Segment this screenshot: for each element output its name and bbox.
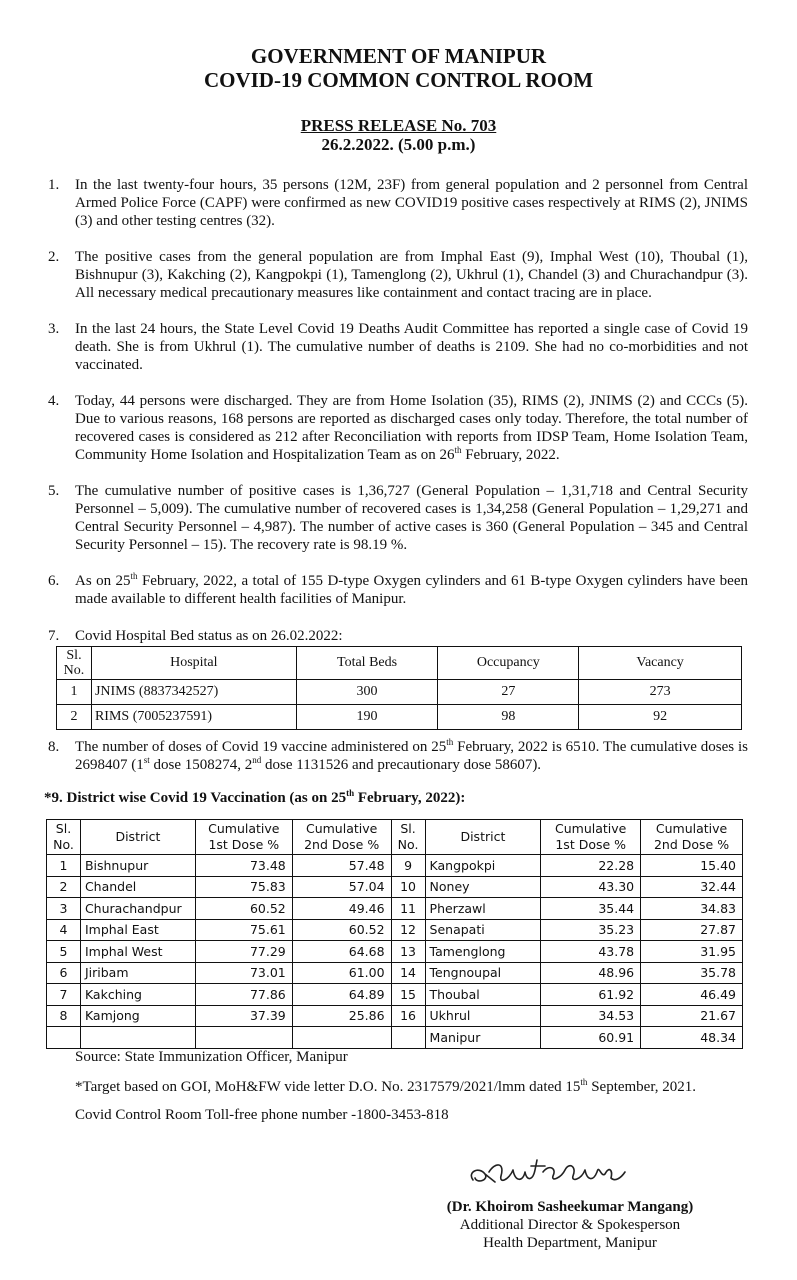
cell-first-dose: 43.30 <box>541 876 641 898</box>
cell-district: Churachandpur <box>80 898 195 920</box>
cell-second-dose: 15.40 <box>641 855 743 877</box>
cell-district: Tamenglong <box>425 941 541 963</box>
cell-second-dose: 32.44 <box>641 876 743 898</box>
cell-first-dose: 37.39 <box>195 1005 292 1027</box>
cell-vacancy: 273 <box>579 680 742 705</box>
cell-district: Imphal West <box>80 941 195 963</box>
cell-first-dose: 35.44 <box>541 898 641 920</box>
cell-second-dose: 64.68 <box>292 941 391 963</box>
table-row <box>57 680 742 705</box>
table-header-row <box>57 647 742 680</box>
cell-district: Ukhrul <box>425 1005 541 1027</box>
cell-district <box>80 1027 195 1049</box>
header-control-room: COVID-19 COMMON CONTROL ROOM <box>203 68 594 92</box>
list-item <box>48 392 748 464</box>
column-header-second-dose: Cumulative 2nd Dose % <box>292 820 391 855</box>
press-release-date: 26.2.2022. (5.00 p.m.) <box>321 135 476 154</box>
table-row <box>47 1027 743 1049</box>
column-header-second-dose: Cumulative 2nd Dose % <box>641 820 743 855</box>
table-row <box>47 1005 743 1027</box>
cell-sl: 1 <box>57 680 92 705</box>
cell-second-dose: 57.04 <box>292 876 391 898</box>
cell-second-dose: 46.49 <box>641 984 743 1006</box>
column-header-sl: Sl. No. <box>57 647 92 680</box>
cell-total-beds: 300 <box>296 680 438 705</box>
cell-occupancy: 27 <box>438 680 579 705</box>
item-number: 4. <box>48 393 60 409</box>
cell-sl: 1 <box>47 855 81 877</box>
cell-second-dose: 21.67 <box>641 1005 743 1027</box>
cell-first-dose: 75.83 <box>195 876 292 898</box>
cell-district: Tengnoupal <box>425 962 541 984</box>
signatory-department: Health Department, Manipur <box>483 1235 657 1251</box>
cell-second-dose: 49.46 <box>292 898 391 920</box>
cell-second-dose: 27.87 <box>641 919 743 941</box>
cell-first-dose: 35.23 <box>541 919 641 941</box>
item-number: 7. <box>48 628 60 644</box>
table-row <box>57 705 742 730</box>
column-header-occupancy: Occupancy <box>438 647 579 680</box>
column-header-vacancy: Vacancy <box>579 647 742 680</box>
table-row <box>47 855 743 877</box>
cell-first-dose: 73.48 <box>195 855 292 877</box>
item-number: 5. <box>48 483 60 499</box>
cell-second-dose: 64.89 <box>292 984 391 1006</box>
cell-district: Imphal East <box>80 919 195 941</box>
item-text: In the last twenty-four hours, 35 persons (12M, 23F) from general population and 2 personnel from Central Armed Police Force (CAPF) were confirmed as new COVID19 positive cases respectively at RIMS (2), JNIMS (3) and other testing centres (32). <box>75 177 748 229</box>
list-item <box>48 248 748 302</box>
item-text: The positive cases from the general population are from Imphal East (9), Imphal West (10), Thoubal (1), Bishnupur (3), Kakching (2), Kangpokpi (1), Tamenglong (2), Ukhrul (1), Chandel (3) and Churachandpur (3). All necessary medical precautionary measures like containment and contact tracing are in place. <box>75 249 748 301</box>
cell-sl <box>47 1027 81 1049</box>
column-header-sl: Sl. No. <box>391 820 425 855</box>
cell-first-dose: 34.53 <box>541 1005 641 1027</box>
vaccination-section-title: *9. District wise Covid 19 Vaccination (as on 25th February, 2022): <box>44 788 466 806</box>
cell-second-dose: 60.52 <box>292 919 391 941</box>
cell-first-dose: 60.91 <box>541 1027 641 1049</box>
cell-second-dose <box>292 1027 391 1049</box>
cell-first-dose: 77.29 <box>195 941 292 963</box>
cell-sl: 6 <box>47 962 81 984</box>
header-government: GOVERNMENT OF MANIPUR <box>250 44 547 68</box>
cell-second-dose: 34.83 <box>641 898 743 920</box>
signatory-name: (Dr. Khoirom Sasheekumar Mangang) <box>446 1199 694 1215</box>
cell-second-dose: 31.95 <box>641 941 743 963</box>
item-number: 2. <box>48 249 60 265</box>
cell-sl: 2 <box>57 705 92 730</box>
cell-first-dose: 22.28 <box>541 855 641 877</box>
cell-first-dose: 48.96 <box>541 962 641 984</box>
item-text: The number of doses of Covid 19 vaccine administered on 25th February, 2022 is 6510. The cumulative doses is 2698407 (1st dose 1508274, 2nd dose 1131526 and precautionary dose 58607). <box>75 737 748 773</box>
target-note: *Target based on GOI, MoH&FW vide letter D.O. No. 2317579/2021/lmm dated 15th September, 2021. <box>75 1077 696 1095</box>
cell-sl: 3 <box>47 898 81 920</box>
table-row <box>47 984 743 1006</box>
item-number: 8. <box>48 739 60 755</box>
cell-occupancy: 98 <box>438 705 579 730</box>
item-text: Covid Hospital Bed status as on 26.02.2022: <box>75 628 343 644</box>
column-header-sl: Sl. No. <box>47 820 81 855</box>
column-header-district: District <box>425 820 541 855</box>
signatory-designation: Additional Director & Spokesperson <box>459 1217 681 1233</box>
list-item <box>48 482 748 554</box>
list-item <box>48 176 748 230</box>
cell-district: Kakching <box>80 984 195 1006</box>
cell-hospital: RIMS (7005237591) <box>91 705 296 730</box>
cell-sl: 4 <box>47 919 81 941</box>
cell-second-dose: 48.34 <box>641 1027 743 1049</box>
cell-district: Kamjong <box>80 1005 195 1027</box>
cell-district: Thoubal <box>425 984 541 1006</box>
vaccination-table <box>46 819 743 1049</box>
list-item <box>48 320 748 374</box>
list-item <box>48 627 748 645</box>
cell-second-dose: 25.86 <box>292 1005 391 1027</box>
cell-district: Senapati <box>425 919 541 941</box>
hospital-bed-table <box>56 646 742 730</box>
cell-district: Bishnupur <box>80 855 195 877</box>
signature-image <box>465 1152 635 1192</box>
tollfree-note: Covid Control Room Toll-free phone number -1800-3453-818 <box>75 1107 449 1123</box>
cell-first-dose: 75.61 <box>195 919 292 941</box>
source-note: Source: State Immunization Officer, Manipur <box>75 1049 348 1065</box>
list-item <box>48 738 748 774</box>
cell-district: Kangpokpi <box>425 855 541 877</box>
table-row <box>47 876 743 898</box>
cell-sl: 2 <box>47 876 81 898</box>
list-item <box>48 572 748 608</box>
item-text: As on 25th February, 2022, a total of 155 D-type Oxygen cylinders and 61 B-type Oxygen cylinders have been made available to different health facilities of Manipur. <box>75 571 748 607</box>
cell-district: Pherzawl <box>425 898 541 920</box>
column-header-hospital: Hospital <box>91 647 296 680</box>
table-row <box>47 962 743 984</box>
column-header-district: District <box>80 820 195 855</box>
cell-first-dose: 43.78 <box>541 941 641 963</box>
cell-second-dose: 57.48 <box>292 855 391 877</box>
item-number: 1. <box>48 177 60 193</box>
cell-sl: 12 <box>391 919 425 941</box>
cell-first-dose: 77.86 <box>195 984 292 1006</box>
cell-sl: 16 <box>391 1005 425 1027</box>
cell-district: Noney <box>425 876 541 898</box>
table-row <box>47 941 743 963</box>
cell-first-dose: 73.01 <box>195 962 292 984</box>
table-row <box>47 898 743 920</box>
cell-sl: 7 <box>47 984 81 1006</box>
table-row <box>47 919 743 941</box>
cell-sl: 15 <box>391 984 425 1006</box>
item-text: Today, 44 persons were discharged. They are from Home Isolation (35), RIMS (2), JNIMS (2) and CCCs (5). Due to various reasons, 168 persons are reported as discharged cases only today. Therefore, the total number of recovered cases is considered as 212 after Reconciliation with reports from IDSP Team, Home Isolation Team, Community Home Isolation and Hospitalization Team as on 26th February, 2022. <box>75 393 748 463</box>
column-header-total-beds: Total Beds <box>296 647 438 680</box>
cell-first-dose: 60.52 <box>195 898 292 920</box>
item-text: The cumulative number of positive cases is 1,36,727 (General Population – 1,31,718 and Central Security Personnel – 5,009). The cumulative number of recovered cases is 1,34,258 (General Population – 1,29,271 and Central Security Personnel – 4,987). The number of active cases is 360 (General Population – 345 and Central Security Personnel – 15). The recovery rate is 98.19 %. <box>75 483 748 553</box>
cell-vacancy: 92 <box>579 705 742 730</box>
cell-sl: 11 <box>391 898 425 920</box>
cell-sl: 8 <box>47 1005 81 1027</box>
column-header-first-dose: Cumulative 1st Dose % <box>541 820 641 855</box>
cell-district: Manipur <box>425 1027 541 1049</box>
item-number: 3. <box>48 321 60 337</box>
cell-sl: 13 <box>391 941 425 963</box>
cell-hospital: JNIMS (8837342527) <box>91 680 296 705</box>
cell-sl: 9 <box>391 855 425 877</box>
cell-total-beds: 190 <box>296 705 438 730</box>
cell-sl: 5 <box>47 941 81 963</box>
cell-district: Chandel <box>80 876 195 898</box>
table-header-row <box>47 820 743 855</box>
column-header-first-dose: Cumulative 1st Dose % <box>195 820 292 855</box>
cell-second-dose: 61.00 <box>292 962 391 984</box>
cell-first-dose: 61.92 <box>541 984 641 1006</box>
item-number: 6. <box>48 573 60 589</box>
item-text: In the last 24 hours, the State Level Covid 19 Deaths Audit Committee has reported a single case of Covid 19 death. She is from Ukhrul (1). The cumulative number of deaths is 2109. She had no co-morbidities and not vaccinated. <box>75 321 748 373</box>
cell-sl <box>391 1027 425 1049</box>
cell-sl: 14 <box>391 962 425 984</box>
cell-district: Jiribam <box>80 962 195 984</box>
cell-first-dose <box>195 1027 292 1049</box>
press-release-number: PRESS RELEASE No. 703 <box>300 116 497 135</box>
cell-sl: 10 <box>391 876 425 898</box>
cell-second-dose: 35.78 <box>641 962 743 984</box>
